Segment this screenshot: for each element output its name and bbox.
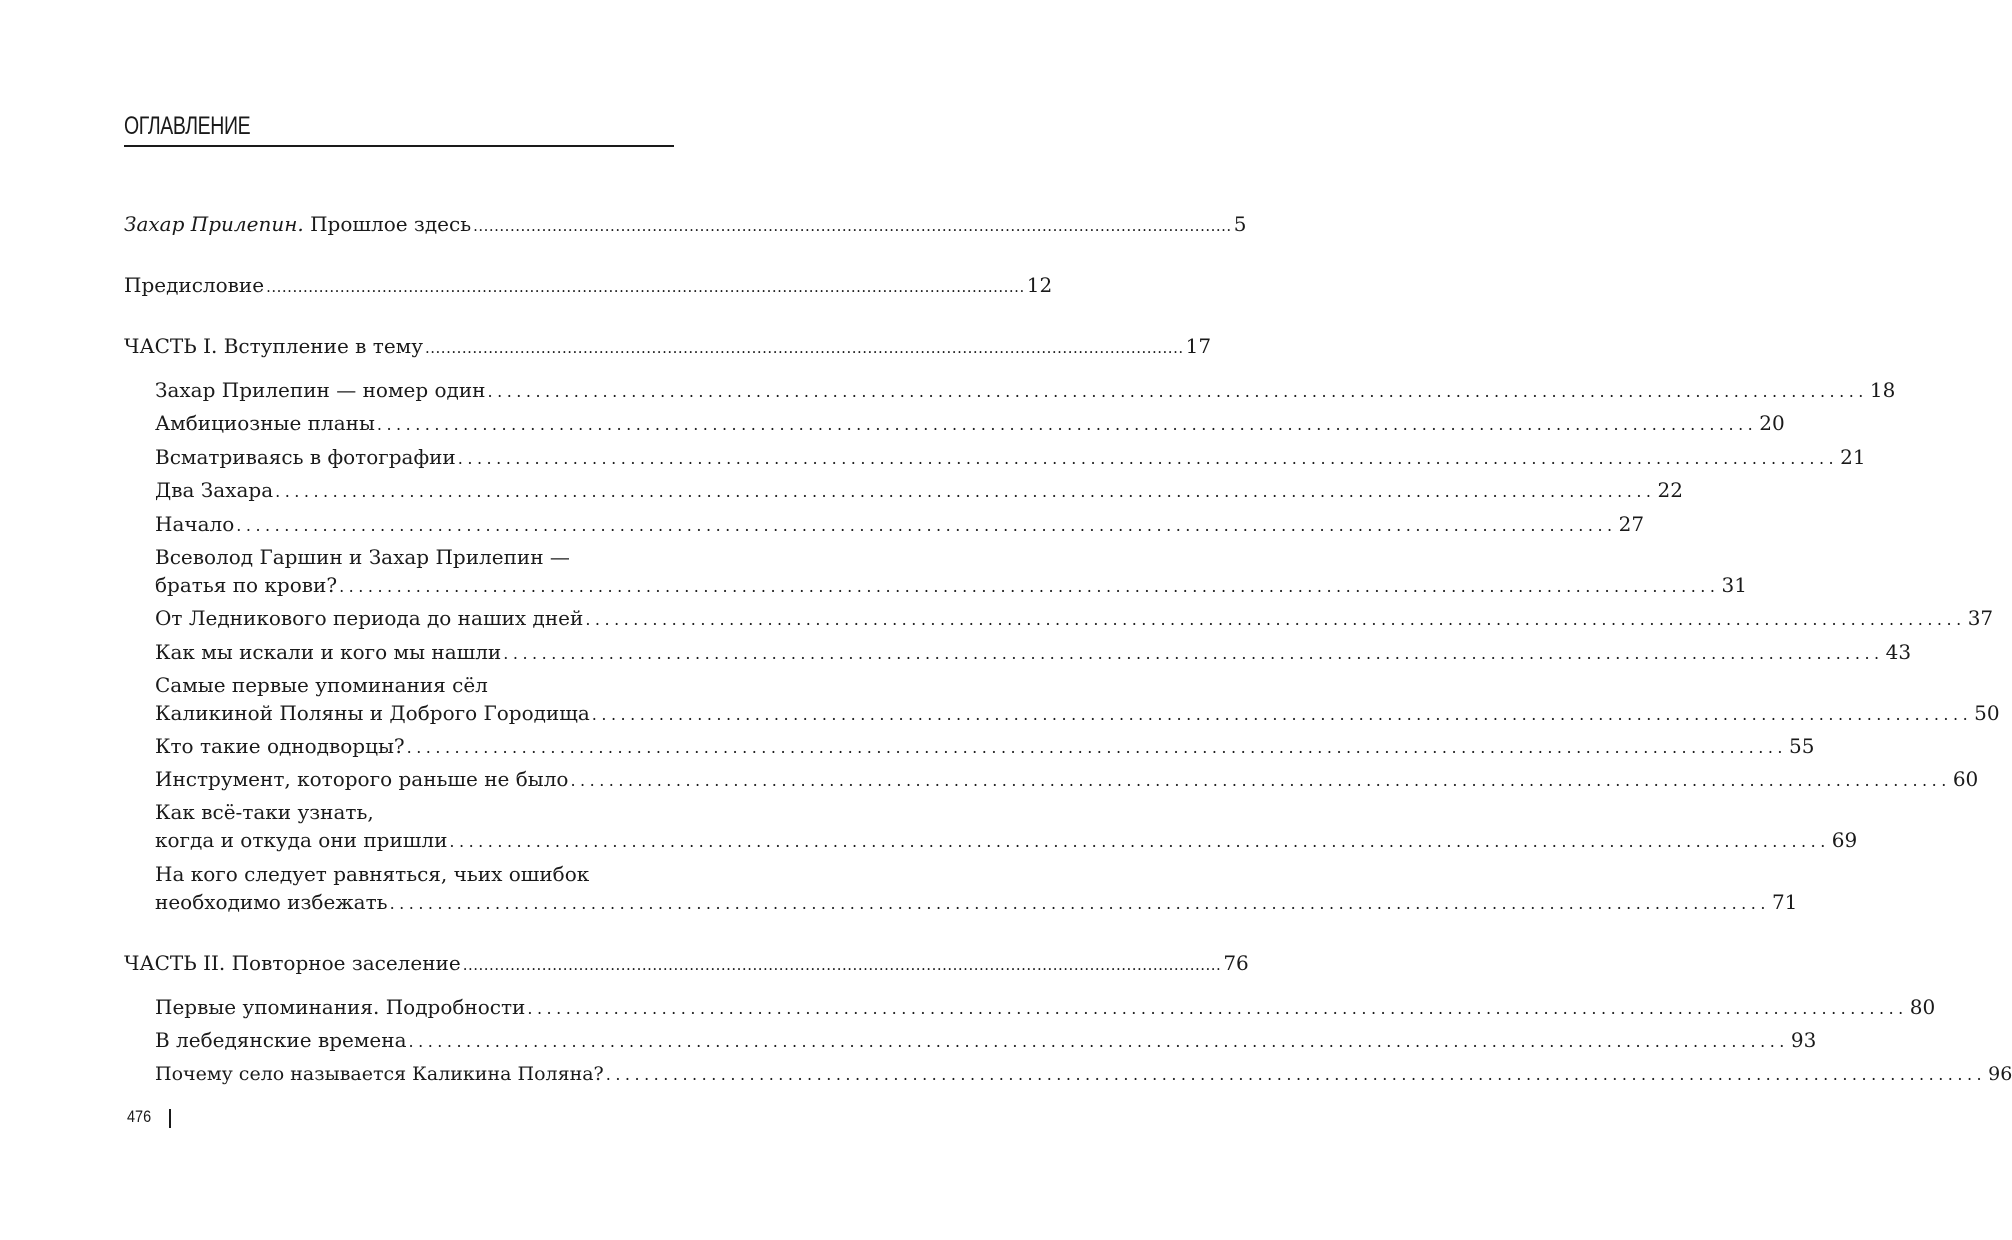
dot-leader (449, 828, 1829, 856)
toc-entry-title: Кто такие однодворцы? (155, 734, 405, 758)
toc-subentry (155, 409, 1785, 439)
toc-subentry (155, 699, 2000, 729)
toc-subentry (155, 571, 1747, 601)
toc-entry-title: Предисловие (124, 273, 265, 297)
toc-entry (124, 271, 1053, 301)
toc-part-heading (124, 332, 1212, 362)
toc-entry-page: 12 (1026, 273, 1053, 297)
toc-entry-page: 69 (1831, 828, 1858, 852)
toc-entry-page: 22 (1657, 478, 1683, 502)
toc-entry-title: когда и откуда они пришли (155, 828, 448, 852)
toc-entry-title: От Ледникового периода до наших дней (155, 606, 584, 630)
toc-entry-author: Захар Прилепин. (124, 212, 304, 236)
toc-entry-title: Начало (155, 512, 235, 536)
toc-entry-page: 55 (1788, 734, 1815, 758)
toc-entry-page: 17 (1185, 334, 1212, 358)
toc-entry-title: Первые упоминания. Подробности (155, 995, 526, 1019)
toc-entry-page: 60 (1952, 767, 1979, 791)
toc-subentry (155, 376, 1896, 406)
toc-entry-page: 31 (1721, 573, 1747, 597)
dot-leader (458, 445, 1838, 473)
dot-leader (407, 734, 1787, 762)
toc-entry-title: Два Захара (155, 478, 274, 502)
dot-leader (488, 378, 1868, 406)
dot-leader (473, 212, 1232, 240)
toc-entry-title: братья по крови? (155, 573, 338, 597)
toc-subentry (155, 604, 1994, 634)
toc-entry-page: 50 (1974, 701, 2000, 725)
title-underline (124, 145, 674, 147)
toc-entry-title: ЧАСТЬ II. Повторное заселение (124, 951, 461, 975)
dot-leader (463, 951, 1222, 979)
toc-entry-title: необходимо избежать (155, 890, 388, 914)
toc-subentry (155, 888, 1798, 918)
toc-entry-title: ЧАСТЬ I. Вступление в тему (124, 334, 423, 358)
toc-entry-title: Инструмент, которого раньше не было (155, 767, 569, 791)
toc-subentry (155, 732, 1815, 762)
dot-leader (409, 1028, 1789, 1056)
toc-subentry (155, 826, 1858, 856)
toc-subentry (155, 993, 1936, 1023)
toc-entry-page: 80 (1909, 995, 1936, 1019)
toc-subentry (155, 1060, 2012, 1089)
toc-subentry (155, 443, 1866, 473)
toc-entry-title: В лебедянские времена (155, 1028, 407, 1052)
dot-leader (425, 334, 1184, 362)
dot-leader (275, 478, 1655, 506)
dot-leader (339, 573, 1719, 601)
dot-leader (570, 767, 1950, 795)
dot-leader (585, 606, 1965, 634)
toc-entry-page: 18 (1869, 378, 1896, 402)
toc-entry-title: Амбициозные планы (155, 411, 375, 435)
toc-entry-title: Захар Прилепин. Прошлое здесь (124, 212, 472, 236)
dot-leader (503, 640, 1883, 668)
toc-entry-title: Почему село называется Каликина Поляна? (155, 1063, 604, 1085)
dot-leader (390, 890, 1770, 918)
folio-divider (169, 1109, 171, 1128)
dot-leader (592, 701, 1972, 729)
toc-entry-title-line1: Всеволод Гаршин и Захар Прилепин — (155, 545, 570, 569)
toc-entry-title-line1: Самые первые упоминания сёл (155, 673, 488, 697)
toc-subentry (155, 765, 1979, 795)
toc-subentry (155, 1026, 1817, 1056)
dot-leader (266, 273, 1025, 301)
toc-part-heading (124, 949, 1249, 979)
toc-entry-page: 96 (1988, 1063, 2012, 1085)
toc-entry-page: 27 (1618, 512, 1645, 536)
toc-subentry (155, 476, 1683, 506)
dot-leader (236, 512, 1616, 540)
toc-entry-title: Всматриваясь в фотографии (155, 445, 456, 469)
dot-leader (377, 411, 1757, 439)
toc-entry-title-line1: Как всё-таки узнать, (155, 800, 374, 824)
toc-entry (124, 210, 1247, 240)
page-title: ОГЛАВЛЕНИЕ (124, 112, 251, 140)
dot-leader (527, 995, 1907, 1023)
toc-entry-page: 71 (1771, 890, 1798, 914)
toc-subentry (155, 638, 1912, 668)
toc-entry-title: Захар Прилепин — номер один (155, 378, 486, 402)
toc-entry-page: 76 (1223, 951, 1249, 975)
page-number: 476 (127, 1107, 152, 1126)
toc-entry-title: Как мы искали и кого мы нашли (155, 640, 502, 664)
toc-entry-page: 5 (1233, 212, 1247, 236)
toc-entry-page: 21 (1840, 445, 1866, 469)
toc-entry-title-line1: На кого следует равняться, чьих ошибок (155, 862, 590, 886)
toc-entry-title: Каликиной Поляны и Доброго Городища (155, 701, 590, 725)
toc-entry-page: 37 (1967, 606, 1994, 630)
toc-entry-page: 93 (1790, 1028, 1817, 1052)
dot-leader (606, 1061, 1986, 1089)
toc-entry-page: 20 (1759, 411, 1785, 435)
toc-subentry (155, 510, 1645, 540)
toc-entry-page: 43 (1885, 640, 1912, 664)
